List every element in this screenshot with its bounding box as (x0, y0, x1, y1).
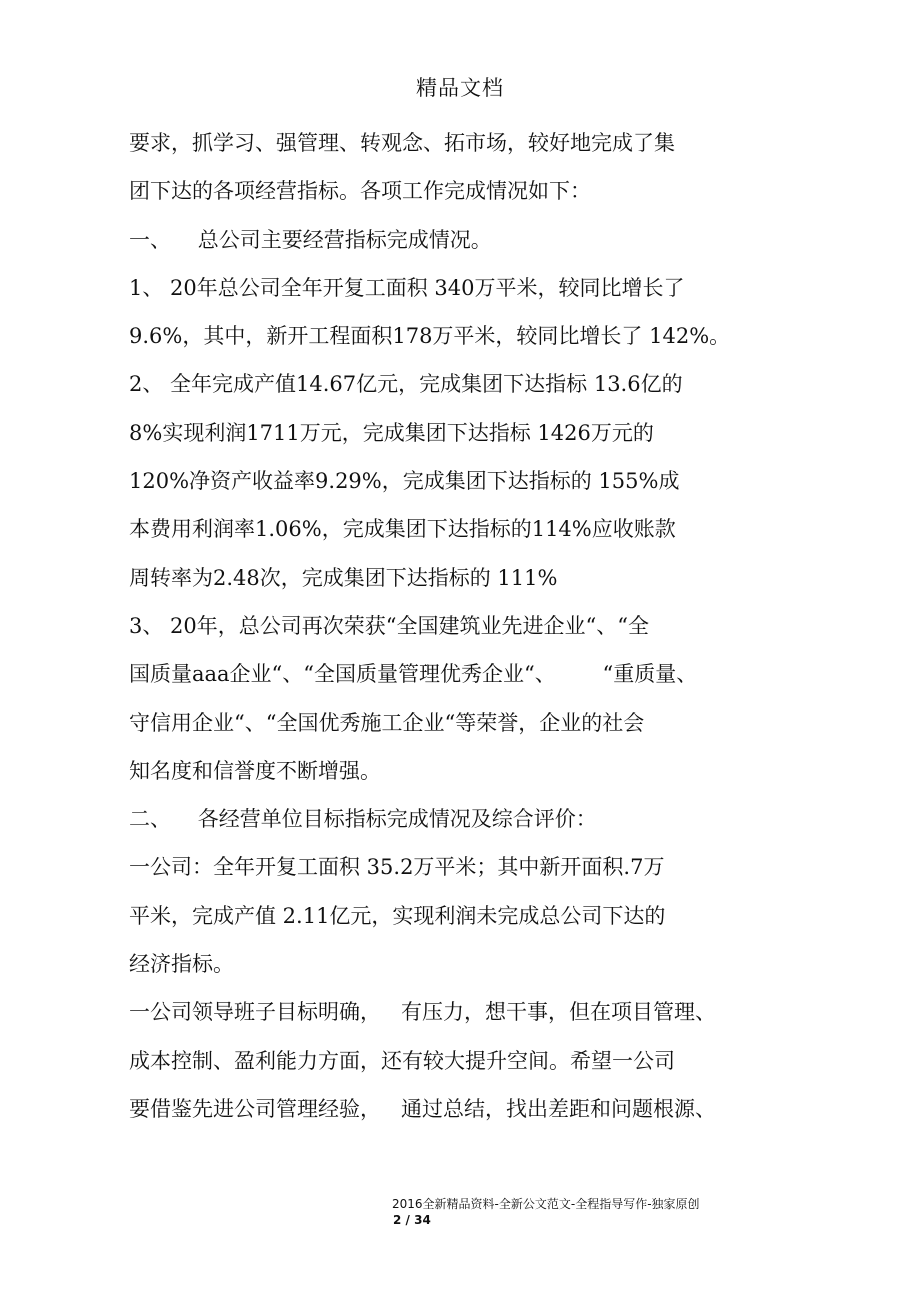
page-header-title: 精品文档 (416, 76, 504, 100)
document-body (129, 123, 789, 1137)
page-number: 2 / 34 (393, 1213, 431, 1227)
section-heading: 二、 各经营单位目标指标完成情况及综合评价： (129, 807, 597, 832)
body-line: 平米，完成产值 2.11亿元，实现利润未完成总公司下达的 (129, 903, 666, 928)
body-line: 一公司：全年开复工面积 35.2万平米；其中新开面积.7万 (129, 855, 665, 880)
body-line: 经济指标。 (129, 952, 234, 977)
body-line: 团下达的各项经营指标。各项工作完成情况如下： (129, 179, 591, 204)
body-line: 守信用企业“、“全国优秀施工企业“等荣誉，企业的社会 (129, 710, 645, 735)
footer-tagline: 2016全新精品资料-全新公文范文-全程指导写作-独家原创 (392, 1197, 700, 1211)
body-line: 一公司领导班子目标明确， 有压力，想干事，但在项目管理、 (129, 1000, 717, 1025)
body-line: 要借鉴先进公司管理经验， 通过总结，找出差距和问题根源、 (129, 1096, 717, 1121)
body-line: 9.6%，其中，新开工程面积178万平米，较同比增长了 142%。 (129, 324, 731, 349)
body-line: 1、 20年总公司全年开复工面积 340万平米，较同比增长了 (129, 275, 685, 300)
body-line: 国质量aaa企业“、“全国质量管理优秀企业“、 “重质量、 (129, 662, 698, 687)
page-footer (392, 1196, 772, 1228)
body-line: 本费用利润率1.06%，完成集团下达指标的114%应收账款 (129, 517, 676, 542)
body-line: 120%净资产收益率9.29%，完成集团下达指标的 155%成 (129, 469, 680, 494)
body-line: 周转率为2.48次，完成集团下达指标的 111% (129, 565, 558, 590)
body-line: 8%实现利润1711万元，完成集团下达指标 1426万元的 (129, 420, 654, 445)
body-line: 要求，抓学习、强管理、转观念、拓市场，较好地完成了集 (129, 131, 675, 155)
body-line: 3、 20年，总公司再次荣获“全国建筑业先进企业“、“全 (129, 613, 649, 638)
body-line: 成本控制、盈利能力方面，还有较大提升空间。希望一公司 (129, 1048, 675, 1073)
section-heading: 一、 总公司主要经营指标完成情况。 (129, 227, 492, 252)
body-line: 知名度和信誉度不断增强。 (129, 758, 381, 783)
body-line: 2、 全年完成产值14.67亿元，完成集团下达指标 13.6亿的 (129, 372, 683, 397)
